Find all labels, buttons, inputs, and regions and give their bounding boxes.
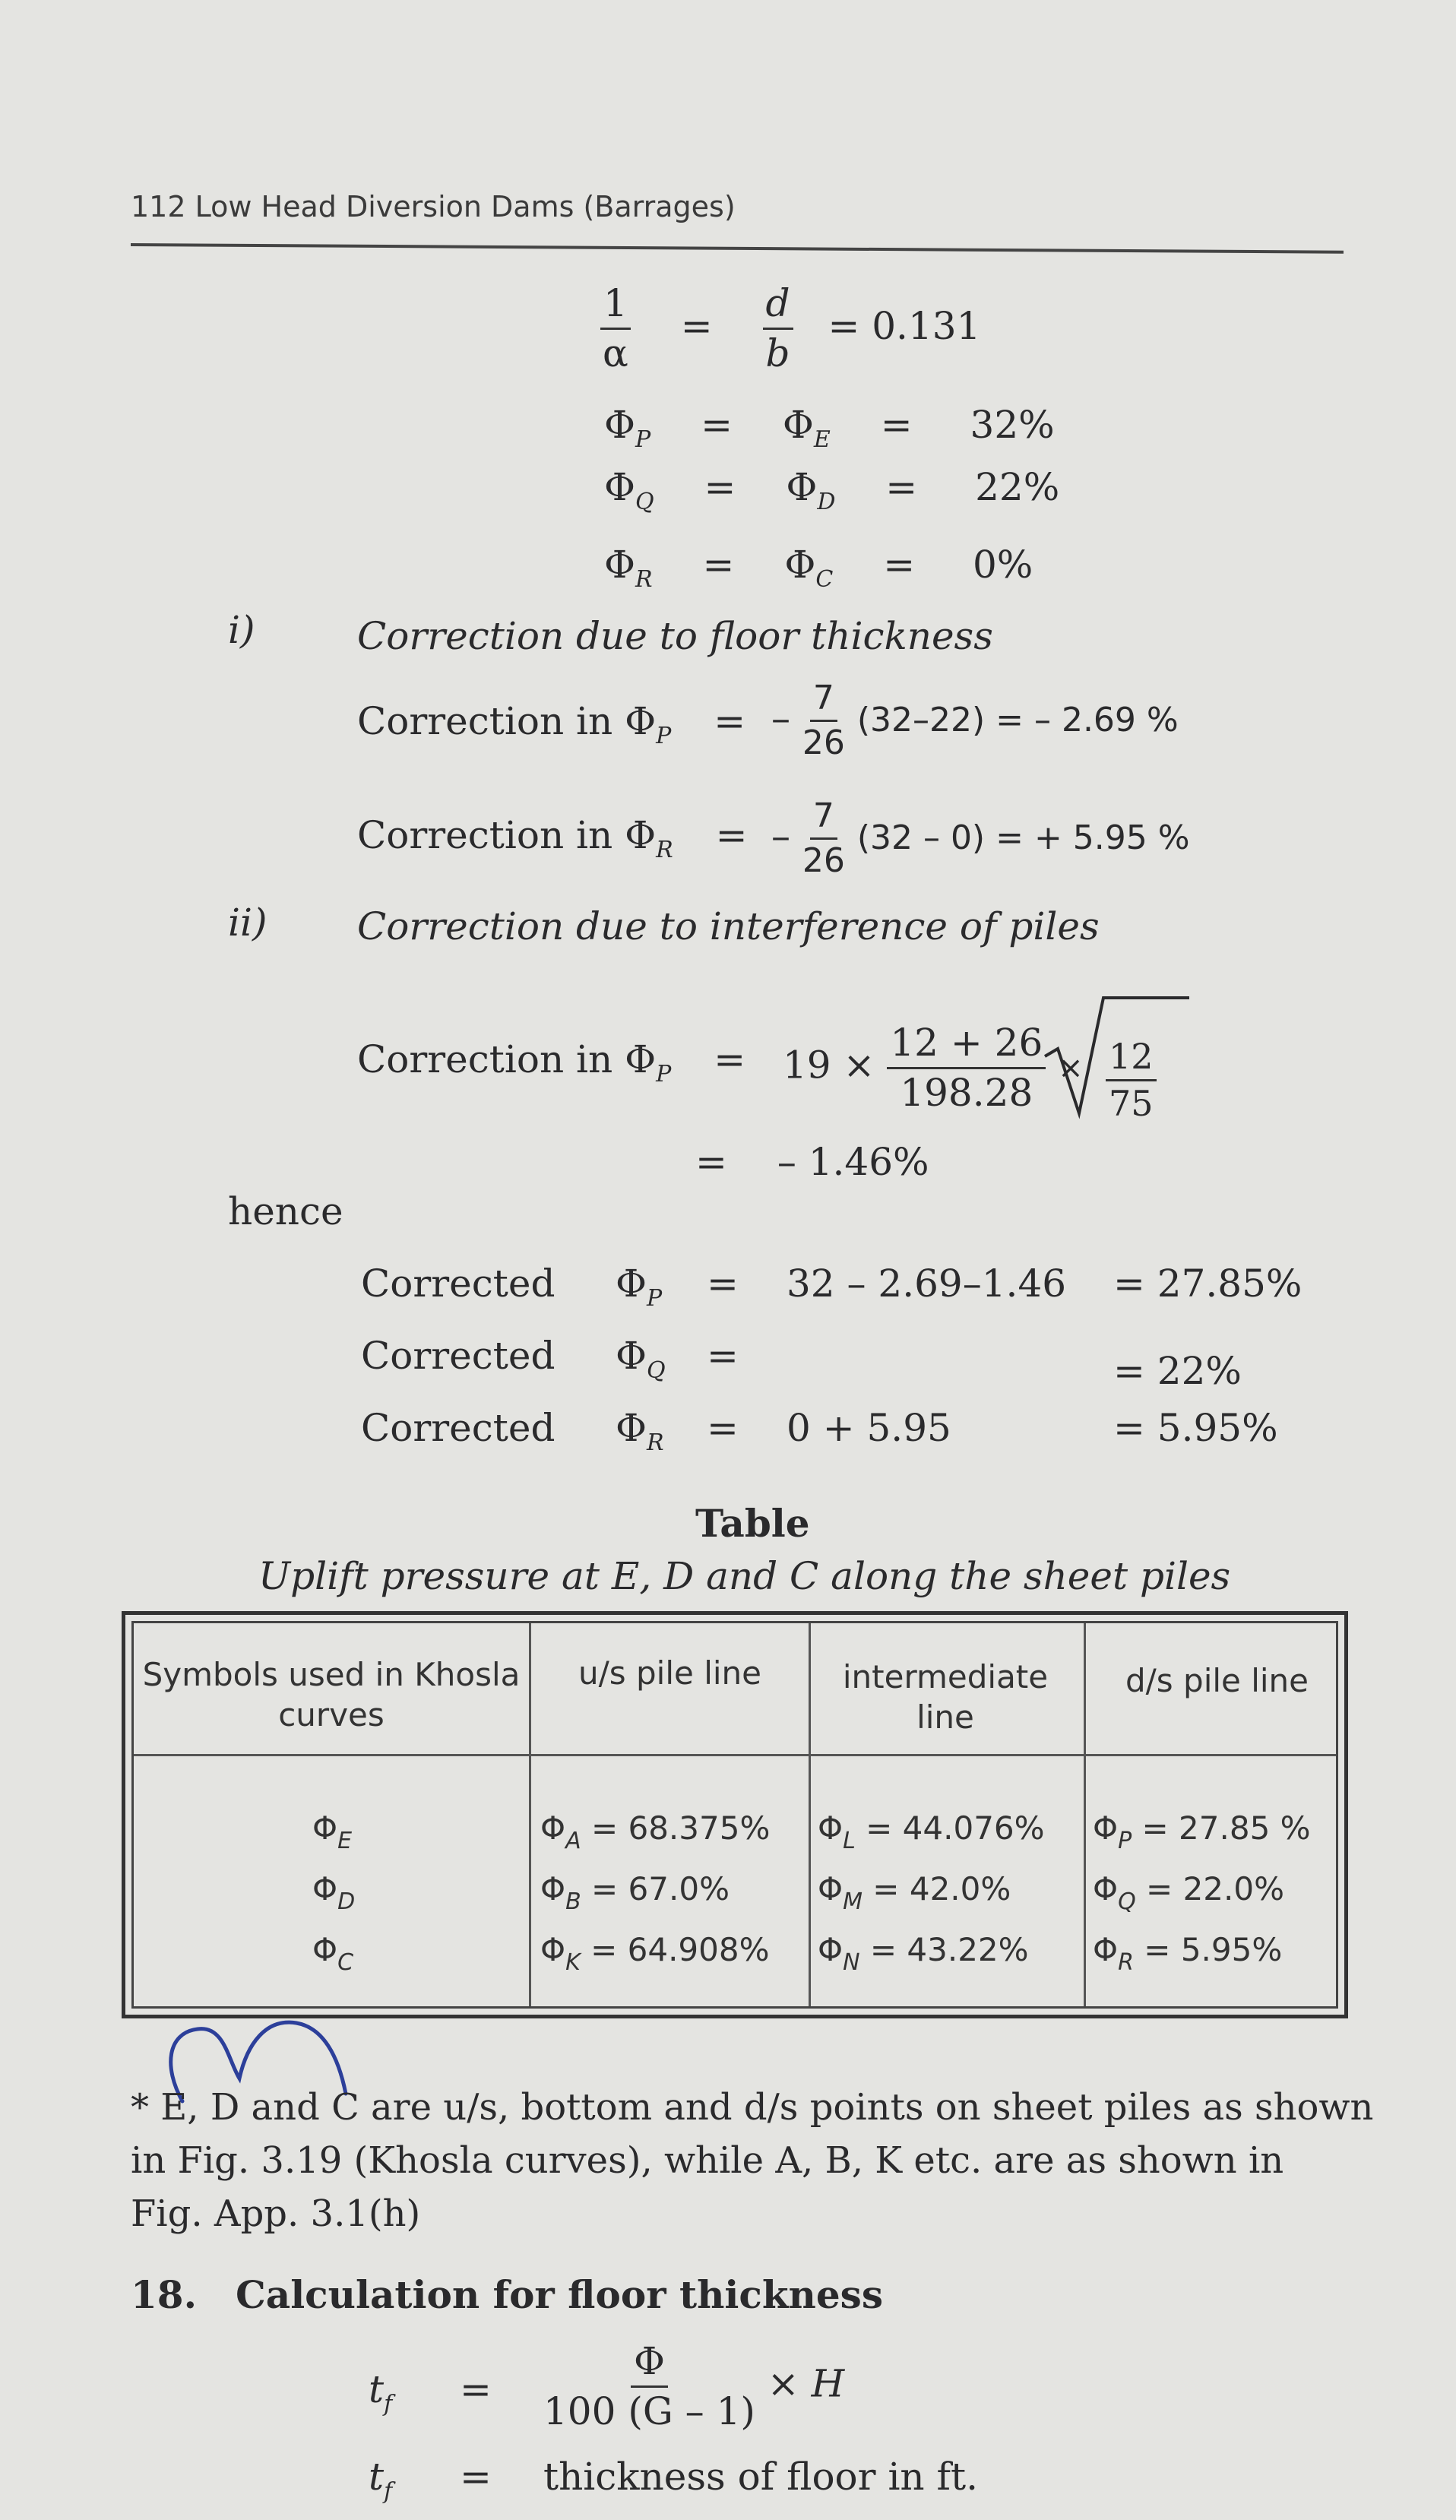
phi-row-r: $\Phi_R = \Phi_C = 0\%$ [604, 543, 1033, 593]
correction-pile-label: Correction in $\Phi_P$ = [357, 1037, 746, 1087]
corrected-r: Corrected $\Phi_R$ = 0 + 5.95 = 5.95% [361, 1406, 1278, 1456]
table-row-1-symbol: $\Phi_E$ [312, 1809, 353, 1854]
table-row-1-ds: $\Phi_P = 27.85$ % [1093, 1809, 1311, 1854]
table-caption: Uplift pressure at E, D and C along the sheet piles [258, 1554, 1231, 1598]
uplift-table [122, 1611, 1348, 2018]
table-row-2-int: $\Phi_M = 42.0\%$ [818, 1870, 1011, 1915]
section-i-number: i) [228, 608, 255, 652]
correction-floor-p-label: Correction in $\Phi_P$ = [357, 699, 746, 749]
table-row-3-symbol: $\Phi_C$ [312, 1931, 354, 1976]
header-symbols: Symbols used in Khosla curves [142, 1656, 521, 1733]
correction-floor-p-expr: – $\frac{7}{26}$ (32–22) = – 2.69 % [771, 679, 1179, 763]
footnote-line-1: * E, D and C are u/s, bottom and d/s points on sheet piles as shown [131, 2086, 1374, 2129]
table-title: Table [695, 1501, 810, 1546]
alpha-equation: $\frac{1}{\alpha}$ = $\frac{d}{b}$ = 0.131 [600, 283, 980, 375]
sqrt-fraction: $\frac{12}{75}$ [1106, 1037, 1157, 1122]
corrected-p: Corrected $\Phi_P$ = 32 – 2.69–1.46 = 27.85% [361, 1262, 1302, 1312]
hence-text: hence [228, 1189, 343, 1233]
tf-def-lhs: $t_f$ [369, 2455, 393, 2505]
correction-pile-expr: 19 × $\frac{12 + 26}{198.28}$ × [783, 1021, 1084, 1115]
tf-def-equals: = [460, 2455, 492, 2499]
alpha-value: = 0.131 [828, 303, 981, 348]
footnote-line-2: in Fig. 3.19 (Khosla curves), while A, B, K etc. are as shown in [131, 2139, 1284, 2182]
tf-equals: = [460, 2367, 492, 2411]
tf-def-text: thickness of floor in ft. [543, 2455, 979, 2499]
header-intermediate: intermediate line [842, 1658, 1049, 1736]
table-row-2-symbol: $\Phi_D$ [312, 1870, 356, 1915]
table-row-2-ds: $\Phi_Q = 22.0\%$ [1093, 1870, 1285, 1915]
table-row-2-us: $\Phi_B = 67.0\%$ [540, 1870, 730, 1915]
running-header: 112 Low Head Diversion Dams (Barrages) [131, 190, 736, 223]
correction-floor-r-label: Correction in $\Phi_R$ = [357, 813, 748, 863]
table-row-1-us: $\Phi_A = 68.375\%$ [540, 1809, 771, 1854]
phi-row-q: $\Phi_Q = \Phi_D = 22\%$ [604, 465, 1060, 515]
correction-floor-r-expr: – $\frac{7}{26}$ (32 – 0) = + 5.95 % [771, 796, 1190, 881]
phi-row-p: $\Phi_P = \Phi_E = 32\%$ [604, 403, 1055, 453]
header-us-pile: u/s pile line [578, 1654, 761, 1692]
table-row-3-ds: $\Phi_R = 5.95\%$ [1093, 1931, 1283, 1976]
b-den: b [765, 331, 790, 375]
header-ds-pile: d/s pile line [1125, 1662, 1309, 1699]
footnote-line-3: Fig. App. 3.1(h) [131, 2192, 421, 2235]
correction-pile-result: = – 1.46% [695, 1140, 929, 1184]
section-18-number: 18. [131, 2272, 197, 2317]
header-rule [131, 243, 1344, 254]
alpha-den: α [603, 331, 628, 375]
table-row-1-int: $\Phi_L = 44.076\%$ [818, 1809, 1045, 1854]
section-i-title: Correction due to floor thickness [357, 614, 993, 658]
section-ii-number: ii) [228, 901, 267, 945]
section-ii-title: Correction due to interference of piles [357, 904, 1100, 948]
tf-lhs: $t_f$ [369, 2367, 393, 2417]
corrected-q: Corrected $\Phi_Q$ = = 22% [361, 1334, 1242, 1393]
table-row-3-us: $\Phi_K = 64.908\%$ [540, 1931, 770, 1976]
section-18-title: Calculation for floor thickness [236, 2272, 883, 2317]
table-row-3-int: $\Phi_N = 43.22\%$ [818, 1931, 1029, 1976]
alpha-num: 1 [600, 283, 631, 330]
d-num: d [763, 283, 793, 330]
tf-formula: $\frac{\Phi}{100 (G - 1)}$ × H [543, 2339, 845, 2433]
